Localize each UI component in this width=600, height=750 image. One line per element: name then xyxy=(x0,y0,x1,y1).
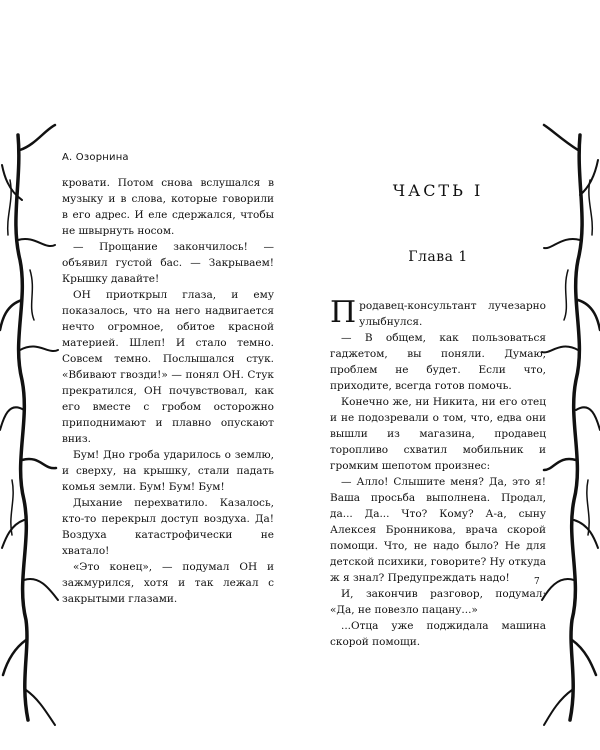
paragraph: Дыхание перехватило. Казалось, кто-то перекрыл доступ воздуха. Да! Воздуха катастрофически не хватало! xyxy=(62,497,274,557)
paragraph: Конечно же, ни Никита, ни его отец и не подозревали о том, что, едва они вышли из магазина, продавец торопливо схватил мобильник и громким шепотом произнес: xyxy=(330,396,546,472)
paragraph: — Прощание закончилось! — объявил густой бас. — Закрываем! Крышку давайте! xyxy=(62,241,274,285)
paragraph: Бум! Дно гроба ударилось о землю, и сверху, на крышку, стали падать комья земли. Бум! Бум! Бум! xyxy=(62,449,274,493)
paragraph: — Алло! Слышите меня? Да, это я! Ваша просьба выполнена. Продал, да... Да... Что? Кому? А-а, сыну Алексея Бронникова, врача скорой помощи. Что, не надо было? Не для детской психики, говорите? Ну откуда ж я знал? Предупреждать надо! xyxy=(330,476,546,584)
drop-cap: П xyxy=(330,295,357,330)
left-branch-ornament xyxy=(0,0,60,750)
opening-paragraph xyxy=(330,295,546,330)
paragraph: ОН приоткрыл глаза, и ему показалось, что на него надвигается нечто огромное, обитое красной материей. Шлеп! И стало темно. Совсем темно. Послышался стук. «Вбивают гвозди!» — понял ОН. Стук прекратился, ОН почувствовал, как его вместе с гробом осторожно приподнимают и плавно опускают вниз. xyxy=(62,289,274,445)
running-head: А. Озорнина xyxy=(62,152,129,163)
right-page-text xyxy=(330,295,546,650)
chapter-title: Глава 1 xyxy=(408,249,468,265)
opening-paragraph-text: родавец-консультант лучезарно улыбнулся. xyxy=(359,300,546,328)
part-title: ЧАСТЬ I xyxy=(392,181,484,200)
paragraph: ...Отца уже поджидала машина скорой помощи. xyxy=(330,620,546,648)
page-number: 7 xyxy=(534,577,540,587)
paragraph: кровати. Потом снова вслушался в музыку и в слова, которые говорили в его адрес. И еле сдержался, чтобы не швырнуть носом. xyxy=(62,177,274,237)
right-branch-ornament xyxy=(540,0,600,750)
paragraph: «Это конец», — подумал ОН и зажмурился, хотя и так лежал с закрытыми глазами. xyxy=(62,561,274,605)
paragraph: — В общем, как пользоваться гаджетом, вы поняли. Думаю, проблем не будет. Если что, приходите, всегда готов помочь. xyxy=(330,332,546,392)
paragraph: И, закончив разговор, подумал: «Да, не повезло пацану...» xyxy=(330,588,546,616)
left-page-text xyxy=(62,175,274,607)
